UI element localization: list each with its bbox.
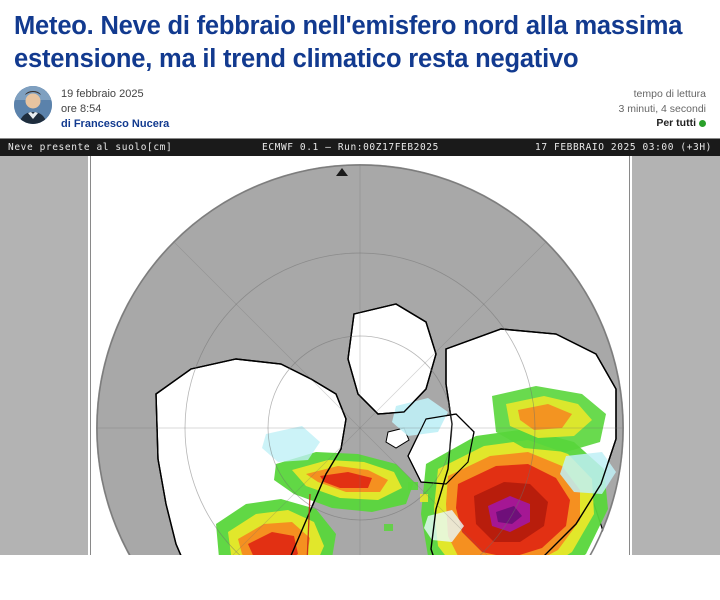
page-title: Meteo. Neve di febbraio nell'emisfero nord alla massima estensione, ma il trend climatico resta negativo: [14, 12, 683, 74]
map-side-band-left: [0, 156, 88, 569]
map-model-run: ECMWF 0.1 – Run:00Z17FEB2025: [262, 141, 439, 153]
status-dot-icon: [699, 120, 706, 127]
article-meta-row: [0, 76, 720, 138]
reading-time-value: 3 minuti, 4 secondi: [618, 102, 706, 115]
author-name[interactable]: di Francesco Nucera: [61, 117, 170, 130]
map-gridline-left: [90, 156, 91, 569]
access-badge: [618, 116, 706, 130]
reading-info: [618, 86, 706, 130]
publish-time: ore 8:54: [61, 103, 102, 116]
weather-map: [0, 138, 720, 569]
byline: [61, 86, 169, 132]
map-valid-time: 17 FEBBRAIO 2025 03:00 (+3H): [535, 141, 712, 153]
author-block: [14, 86, 169, 132]
map-header-bar: [0, 139, 720, 156]
publish-date: 19 febbraio 2025: [61, 88, 144, 101]
map-side-band-right: [632, 156, 720, 569]
reading-time-label: tempo di lettura: [633, 88, 706, 101]
avatar: [14, 86, 52, 124]
map-canvas: [0, 156, 720, 569]
polar-projection-globe: [96, 164, 624, 569]
map-footer-strip: [0, 555, 720, 569]
map-gridline-right: [629, 156, 630, 569]
map-title: Neve presente al suolo[cm]: [8, 141, 173, 153]
access-label: Per tutti: [656, 117, 696, 130]
